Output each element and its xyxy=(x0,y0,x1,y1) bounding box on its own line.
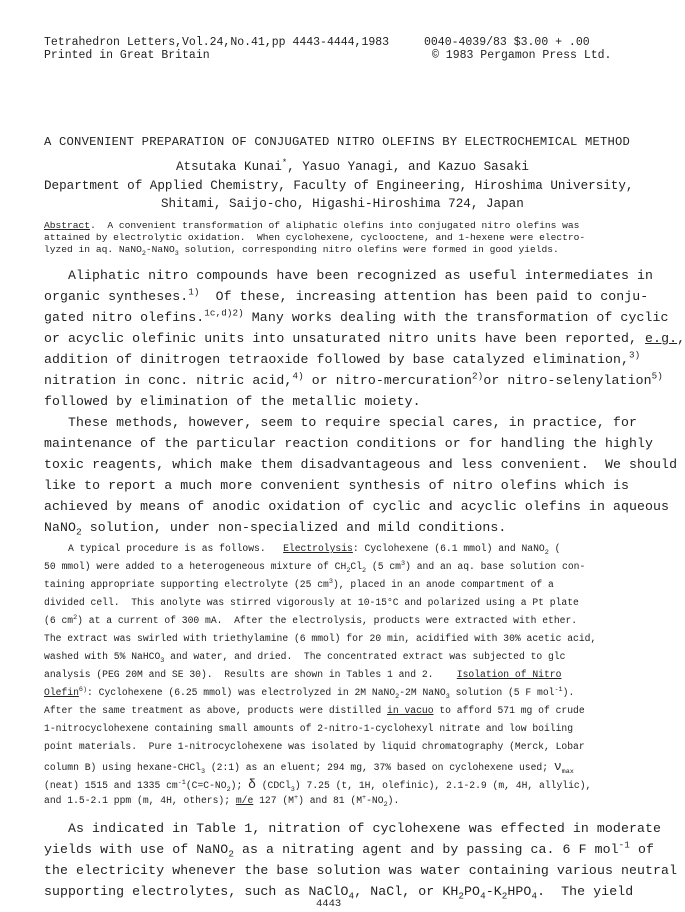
ref-1: 1) xyxy=(188,286,200,298)
exp-line-1: A typical procedure is as follows. Electrolysis: Cyclohexene (6.1 mmol) and NaNO$_2$ ( xyxy=(68,543,561,557)
p2-line-4: like to report a much more convenient synthesis of nitro olefins which is xyxy=(44,478,630,493)
p3-line-2: yields with use of NaNO$_2$ as a nitrating agent and by passing ca. 6 F mol$^{-1}$ of xyxy=(44,839,654,860)
p1-line-4: or acyclic olefinic units into unsaturated nitro units have been reported, e.g., xyxy=(44,331,685,346)
exp-line-6: The extract was swirled with triethylamine (6 mmol) for 20 min, acidified with 30% acetic acid, xyxy=(44,633,597,644)
p2-line-2: maintenance of the particular reaction conditions or for handling the highly xyxy=(44,436,654,451)
p1-line-3: gated nitro olefins.$^{1c,d)2)}$ Many works dealing with the transformation of cyclic xyxy=(44,307,669,325)
abstract-label: Abstract xyxy=(44,220,91,231)
p1-line-2: organic syntheses.$^{1)}$ Of these, increasing attention has been paid to conju- xyxy=(44,286,649,304)
journal-citation: Tetrahedron Letters,Vol.24,No.41,pp 4443-4444,1983 xyxy=(44,36,390,49)
page-number: 4443 xyxy=(316,898,342,910)
exp-line-15: and 1.5-2.1 ppm (m, 4H, others); m/e 127 (M+) and 81 $(M^+-NO_2)$. xyxy=(44,793,400,809)
exp-line-3: taining appropriate supporting electrolyte (25 $cm^3$), placed in an anode compartment of a xyxy=(44,577,554,590)
p1-line-6: nitration in conc. nitric acid,$^{4)}$ or nitro-mercuration$^{2)}$or nitro-selenylation$^{5)}$ xyxy=(44,370,663,388)
p3-line-1: As indicated in Table 1, nitration of cyclohexene was effected in moderate xyxy=(68,821,662,836)
p1-line-5: addition of dinitrogen tetraoxide followed by base catalyzed elimination,$^{3)}$ xyxy=(44,349,641,367)
abstract-line-1 xyxy=(44,220,579,231)
exp-line-7: washed with 5% NaHCO$_3$ and water, and dried. The concentrated extract was subjected to glc xyxy=(44,651,566,665)
exp-line-4: divided cell. This anolyte was stirred vigorously at 10-15°C and polarized using a Pt plate xyxy=(44,597,579,608)
p2-line-3: toxic reagents, which make them disadvantageous and less convenient. We should xyxy=(44,457,678,472)
exp-line-11: 1-nitrocyclohexene containing small amounts of 2-nitro-1-cyclohexyl nitrate and low boiling xyxy=(44,723,574,734)
authors-rest: , Yasuo Yanagi, and Kazuo Sasaki xyxy=(287,160,529,174)
paper-title: A CONVENIENT PREPARATION OF CONJUGATED NITRO OLEFINS BY ELECTROCHEMICAL METHOD xyxy=(44,135,631,149)
exp-line-12: point materials. Pure 1-nitrocyclohexene was isolated by liquid chromatography (Merck, Lobar xyxy=(44,741,585,752)
p2-line-6: NaNO$_2$ solution, under non-specialized and mild conditions. xyxy=(44,520,507,538)
author-1: Atsutaka Kunai xyxy=(176,160,282,174)
exp-line-14: (neat) 1515 and 1335 $cm^{-1}(C=C-NO_2)$; δ (CDCl$_3$) 7.25 (t, 1H, olefinic), 2.1-2.9 (m, 4H, allylic), xyxy=(44,777,592,794)
exp-line-2: 50 mmol) were added to a heterogeneous mixture of $CH_2Cl_2$ (5 $cm^3$) and an aq. base solution con- xyxy=(44,559,586,575)
p3-line-4: supporting electrolytes, such as NaClO$_4$, NaCl, or $KH_2PO_4-K_2HPO_4$. The yield xyxy=(44,884,634,902)
exp-line-13: column B) using hexane-CHCl$_3$ (2:1) as an eluent; 294 mg, 37% based on cyclohexene used; $\nu_{max}$ xyxy=(44,759,574,776)
exp-line-9: Olefin$^{6)}$: Cyclohexene (6.25 mmol) was electrolyzed in 2M NaNO$_2$-2M NaNO$_3$ solution (5 F mol$^{-1}$). xyxy=(44,685,575,701)
copyright: © 1983 Pergamon Press Ltd. xyxy=(432,49,612,62)
corresponding-mark: * xyxy=(281,157,288,168)
p1-line-7: followed by elimination of the metallic moiety. xyxy=(44,394,421,409)
price-code: 0040-4039/83 $3.00 + .00 xyxy=(424,36,590,49)
ref-3: 3) xyxy=(629,349,641,361)
affiliation-line-1: Department of Applied Chemistry, Faculty of Engineering, Hiroshima University, xyxy=(44,179,634,193)
p2-line-5: achieved by means of anodic oxidation of cyclic and acyclic olefins in aqueous xyxy=(44,499,670,514)
affiliation-line-2: Shitami, Saijo-cho, Higashi-Hiroshima 724, Japan xyxy=(161,197,524,211)
abstract-line-3: lyzed in aq. NaNO$_2$-NaNO$_3$ solution, corresponding nitro olefins were formed in good yields. xyxy=(44,244,559,258)
abstract-line-2: attained by electrolytic oxidation. When cyclohexene, cyclooctene, and 1-hexene were electro- xyxy=(44,232,586,243)
p3-line-3: the electricity whenever the base solution was water containing various neutral xyxy=(44,863,678,878)
exp-line-10: After the same treatment as above, products were distilled in vacuo to afford 571 mg of crude xyxy=(44,705,585,716)
p1-line-1: Aliphatic nitro compounds have been recognized as useful intermediates in xyxy=(68,268,654,283)
exp-line-5: (6 $cm^2$) at a current of 300 mA. After the electrolysis, products were extracted with ether. xyxy=(44,613,578,626)
p2-line-1: These methods, however, seem to require special cares, in practice, for xyxy=(68,415,637,430)
ref-1c-2: 1c,d)2) xyxy=(204,307,244,319)
abstract-text-1: . A convenient transformation of aliphatic olefins into conjugated nitro olefins was xyxy=(90,220,580,231)
exp-line-8: analysis (PEG 20M and SE 30). Results are shown in Tables 1 and 2. Isolation of Nitro xyxy=(44,669,562,680)
authors xyxy=(176,157,529,174)
printed-in: Printed in Great Britain xyxy=(44,49,210,62)
